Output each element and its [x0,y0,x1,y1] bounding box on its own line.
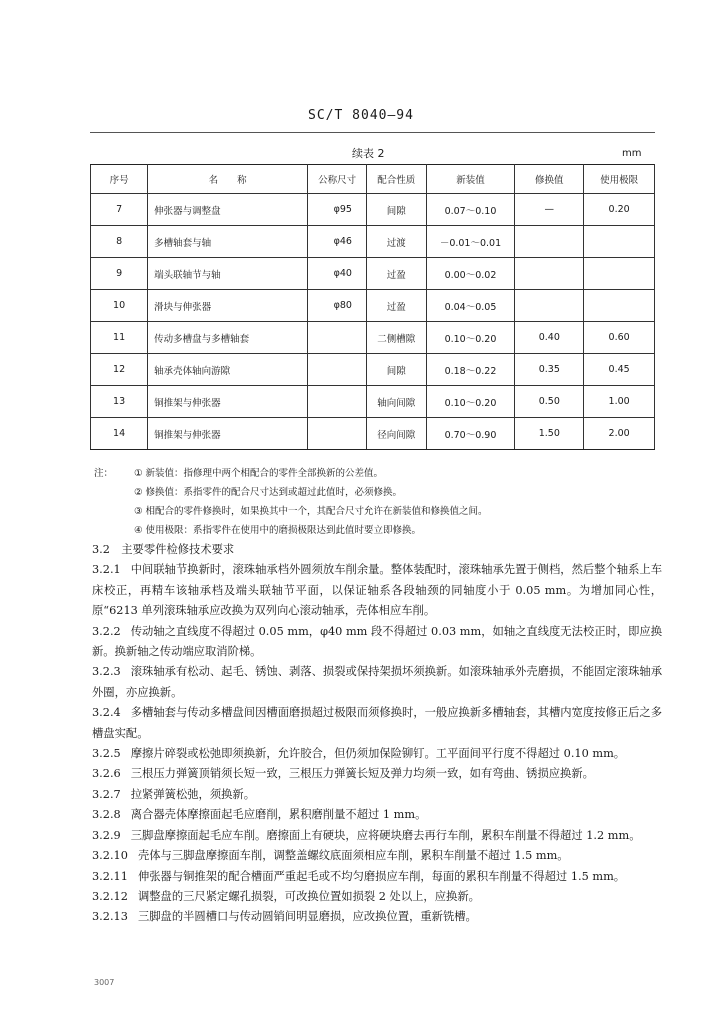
header-rule [90,132,655,133]
cell-size [308,354,367,386]
table-row [91,290,655,322]
note-item: ② 修换值：系指零件的配合尺寸达到或超过此值时，必须修换。 [134,487,403,498]
clause-text: 调整盘的三尺紧定螺孔损裂，可改换位置如损裂 2 处以上，应换新。 [137,889,480,903]
table-row [91,418,655,450]
clause-paragraph [92,622,662,663]
table-unit: mm [622,148,642,159]
cell-replace: 0.40 [515,322,584,354]
col-header-limit: 使用极限 [584,165,655,194]
cell-size: φ95 [308,194,367,226]
cell-name: 轴承壳体轴向游隙 [148,354,308,386]
clause-number: 3.2.8 [92,808,121,822]
clause-text: 滚珠轴承有松动、起毛、锈蚀、剥落、损裂或保持架损坏须换新。如滚珠轴承外壳磨损，不能固定滚珠轴承外圈，亦应换新。 [92,665,662,699]
cell-new: 0.10～0.20 [426,386,515,418]
table-header-row [91,165,655,194]
cell-new: －0.01～0.01 [426,226,515,258]
cell-no: 7 [91,194,148,226]
clause-text: 伸张器与铜推架的配合槽面严重起毛或不均匀磨损应车削，每面的累积车削量不得超过 1.5 mm。 [137,869,626,883]
clause-number: 3.2.12 [92,889,128,903]
clause-text: 拉紧弹簧松弛，须换新。 [130,787,256,801]
cell-no: 9 [91,258,148,290]
clause-number: 3.2.3 [92,665,121,679]
cell-name: 伸张器与调整盘 [148,194,308,226]
cell-limit: 1.00 [584,386,655,418]
cell-size: φ46 [308,226,367,258]
clause-paragraph [92,887,662,907]
section-body [92,540,662,928]
cell-fit: 二侧槽隙 [366,322,426,354]
spec-table [90,164,655,450]
notes-label: 注： [94,468,114,479]
cell-new: 0.18～0.22 [426,354,515,386]
page-number: 3007 [94,978,115,987]
clause-text: 三脚盘摩擦面起毛应车削。磨擦面上有硬块，应将硬块磨去再行车削，累积车削量不得超过 1.2 mm。 [130,828,641,842]
cell-new: 0.04～0.05 [426,290,515,322]
clause-paragraph [92,846,662,866]
cell-no: 14 [91,418,148,450]
clause-paragraph [92,703,662,744]
section-title: 3.2 主要零件检修技术要求 [92,543,235,556]
clause-number: 3.2.6 [92,767,121,781]
col-header-replace: 修换值 [515,165,584,194]
col-header-fit: 配合性质 [366,165,426,194]
cell-no: 10 [91,290,148,322]
cell-name: 滑块与伸张器 [148,290,308,322]
cell-replace: 0.35 [515,354,584,386]
clause-number: 3.2.1 [92,563,121,577]
note-text: ① 新装值：指修理中两个相配合的零件全部换新的公差值。 [134,468,384,479]
clause-paragraph [92,744,662,764]
table-row [91,194,655,226]
clause-number: 3.2.7 [92,787,121,801]
table-row [91,386,655,418]
cell-new: 0.00～0.02 [426,258,515,290]
cell-limit [584,290,655,322]
col-header-size: 公称尺寸 [308,165,367,194]
col-header-name: 名 称 [148,165,308,194]
clause-number: 3.2.5 [92,747,121,761]
cell-fit: 间隙 [366,354,426,386]
clause-text: 离合器壳体摩擦面起毛应磨削，累积磨削量不超过 1 mm。 [130,808,427,822]
clause-number: 3.2.11 [92,869,128,883]
cell-replace [515,226,584,258]
cell-new: 0.07～0.10 [426,194,515,226]
table-notes [94,464,664,540]
cell-limit: 2.00 [584,418,655,450]
cell-replace [515,258,584,290]
note-item [94,464,664,483]
table-row [91,322,655,354]
cell-name: 铜推架与伸张器 [148,386,308,418]
cell-fit: 径向间隙 [366,418,426,450]
cell-fit: 轴向间隙 [366,386,426,418]
note-item: ④ 使用极限：系指零件在使用中的磨损极限达到此值时要立即修换。 [134,525,422,536]
clause-paragraph [92,907,662,927]
cell-name: 传动多槽盘与多槽轴套 [148,322,308,354]
cell-name: 多槽轴套与轴 [148,226,308,258]
cell-no: 8 [91,226,148,258]
cell-size [308,418,367,450]
clause-paragraph [92,867,662,887]
clause-number: 3.2.2 [92,624,121,638]
clause-text: 三根压力弹簧顶销须长短一致，三根压力弹簧长短及弹力均须一致，如有弯曲、锈损应换新。 [130,767,594,781]
col-header-new: 新装值 [426,165,515,194]
cell-size: φ80 [308,290,367,322]
clause-paragraph [92,764,662,784]
clause-text: 中间联轴节换新时，滚珠轴承档外圆须放车削余量。整体装配时，滚珠轴承先置于侧档，然后整个轴系上车床校正，再精车该轴承档及端头联轴节平面，以保证轴系各段轴颈的同轴度小于 0.05 mm。为增加同心性，原“6213 单列滚珠轴承应改换为双列向心滚动轴承，壳体相应车削。 [92,563,662,618]
cell-size [308,322,367,354]
cell-fit: 间隙 [366,194,426,226]
cell-fit: 过盈 [366,290,426,322]
cell-fit: 过盈 [366,258,426,290]
cell-no: 11 [91,322,148,354]
cell-new: 0.70～0.90 [426,418,515,450]
table-title: 续表 2 [352,147,385,160]
cell-replace: 0.50 [515,386,584,418]
table-row [91,354,655,386]
cell-limit: 0.60 [584,322,655,354]
clause-paragraph [92,560,662,621]
clause-text: 多槽轴套与传动多槽盘间因槽面磨损超过极限而须修换时，一般应换新多槽轴套，其槽内宽度按修正后之多槽盘实配。 [92,706,662,740]
cell-limit: 0.20 [584,194,655,226]
clause-paragraph [92,662,662,703]
clause-paragraph [92,805,662,825]
cell-size [308,386,367,418]
clause-text: 三脚盘的半圆槽口与传动圆销间明显磨损，应改换位置，重新铣槽。 [137,910,477,924]
clause-text: 壳体与三脚盘摩擦面车削，调整盖螺纹底面须相应车削，累积车削量不超过 1.5 mm。 [137,849,569,863]
cell-fit: 过渡 [366,226,426,258]
clause-paragraph [92,826,662,846]
cell-limit: 0.45 [584,354,655,386]
cell-no: 12 [91,354,148,386]
standard-code-header: SC/T 8040—94 [308,108,414,123]
table-row [91,226,655,258]
cell-limit [584,226,655,258]
cell-replace [515,290,584,322]
cell-no: 13 [91,386,148,418]
clause-text: 传动轴之直线度不得超过 0.05 mm，φ40 mm 段不得超过 0.03 mm，如轴之直线度无法校正时，即应换新。换新轴之传动端应取消阶梯。 [92,624,662,659]
clause-paragraph [92,785,662,805]
cell-name: 端头联轴节与轴 [148,258,308,290]
clause-number: 3.2.10 [92,849,128,863]
clause-text: 摩擦片碎裂或松弛即须换新，允许胶合，但仍须加保险铆钉。工平面间平行度不得超过 0.10 mm。 [130,747,626,761]
cell-replace: 1.50 [515,418,584,450]
cell-replace: — [515,194,584,226]
table-row [91,258,655,290]
cell-name: 铜推架与伸张器 [148,418,308,450]
clause-number: 3.2.9 [92,828,121,842]
note-item: ③ 相配合的零件修换时，如果换其中一个，其配合尺寸允许在新装值和修换值之间。 [134,506,488,517]
clause-number: 3.2.13 [92,910,128,924]
clause-number: 3.2.4 [92,706,121,720]
col-header-no: 序号 [91,165,148,194]
cell-limit [584,258,655,290]
cell-size: φ40 [308,258,367,290]
cell-new: 0.10～0.20 [426,322,515,354]
